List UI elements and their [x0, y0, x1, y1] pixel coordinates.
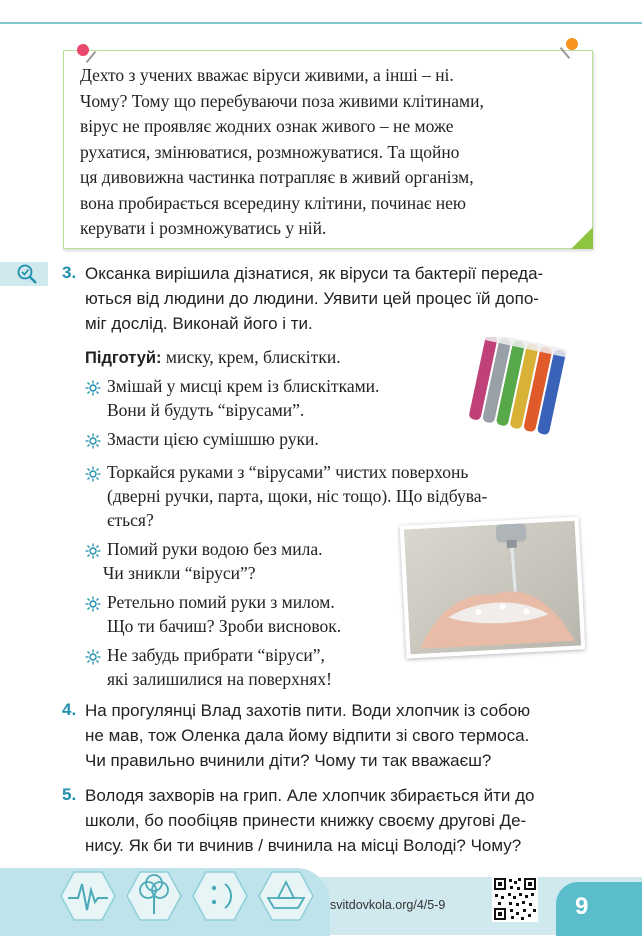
- step-line: Ретельно помий руки з милом.: [107, 592, 335, 612]
- task-5-text: [85, 783, 605, 858]
- step-line: які залишилися на поверхнях!: [107, 669, 332, 689]
- glitter-tubes-photo: [468, 337, 578, 437]
- task-5-line: школи, бо пообіцяв принести книжку своєму другові Де-: [85, 811, 527, 830]
- sun-bullet-icon: [85, 380, 101, 396]
- pin-icon-left: [77, 44, 89, 56]
- task-4-line: Чи правильно вчинили діти? Чому ти так вважаєш?: [85, 751, 492, 770]
- note-text: [80, 63, 585, 242]
- task-3-line: міг дослід. Виконай його і ти.: [85, 314, 313, 333]
- paper-boat-icon: [258, 868, 314, 924]
- step-line: ється?: [107, 510, 154, 530]
- note-line: ця дивовижна частинка потрапляє в живий організм,: [80, 167, 474, 187]
- step-line: Торкайся руками з “вірусами” чистих поверхонь: [107, 462, 469, 482]
- sun-bullet-icon: [85, 466, 101, 482]
- research-task-marker: [0, 262, 48, 286]
- sun-bullet-icon: [85, 543, 101, 559]
- task-4-line: На прогулянці Влад захотів пити. Води хлопчик із собою: [85, 701, 531, 720]
- step-line: Змішай у мисці крем із блискітками.: [107, 376, 380, 396]
- step-line: Чи зникли “віруси”?: [103, 563, 256, 583]
- heartbeat-icon: [60, 868, 116, 924]
- note-line: Чому? Тому що перебуваючи поза живими клітинами,: [80, 90, 484, 111]
- step-1: [107, 374, 379, 422]
- task-4-line: не мав, тож Оленка дала йому відпити зі свого термоса.: [85, 726, 530, 745]
- note-line: Дехто з учених вважає віруси живими, а інші – ні.: [80, 65, 454, 85]
- prepare-label: Підготуй:: [85, 349, 162, 367]
- step-line: Вони й будуть “вірусами”.: [107, 400, 305, 420]
- task-4-number: 4.: [62, 700, 77, 719]
- note-line: вона пробирається всередину клітини, починає нею: [80, 192, 466, 213]
- top-rule: [0, 22, 642, 24]
- task-3-line: ються від людини до людини. Уявити цей процес їй допо-: [85, 289, 539, 308]
- step-line: Помий руки водою без мила.: [107, 539, 323, 559]
- step-line: (дверні ручки, парта, щоки, ніс тощо). Що відбува-: [107, 486, 488, 506]
- magnifier-check-icon: [16, 263, 38, 285]
- sun-bullet-icon: [85, 596, 101, 612]
- step-2: [107, 427, 319, 451]
- note-line: рухатися, змінюватися, розмножуватися. Та щойно: [80, 141, 460, 162]
- sun-bullet-icon: [85, 649, 101, 665]
- step-line: Змасти цією сумішшю руки.: [107, 429, 319, 449]
- prepare-line: [85, 345, 341, 370]
- step-5: [107, 590, 341, 638]
- smile-icon: [192, 868, 248, 924]
- step-line: Що ти бачиш? Зроби висновок.: [107, 616, 342, 636]
- step-line: Не забудь прибрати “віруси”,: [107, 645, 325, 665]
- task-3-number: 3.: [62, 263, 77, 282]
- task-5-number: 5.: [62, 785, 77, 804]
- step-4: [103, 537, 323, 585]
- prepare-text: миску, крем, блискітки.: [161, 347, 341, 367]
- task-3-text: [85, 261, 605, 336]
- tree-icon: [126, 868, 182, 924]
- task-3-line: Оксанка вирішила дізнатися, як віруси та бактерії переда-: [85, 264, 544, 283]
- pin-icon-right: [566, 38, 578, 50]
- task-5-line: Володя захворів на грип. Але хлопчик збирається йти до: [85, 786, 535, 805]
- qr-code-icon[interactable]: [492, 876, 538, 922]
- step-6: [107, 643, 332, 691]
- page-number-box: [556, 882, 642, 936]
- footer-url-link[interactable]: svitdovkola.org/4/5-9: [330, 898, 446, 912]
- hands-washing-photo: [400, 516, 586, 658]
- hands-illustration: [404, 521, 581, 655]
- task-4-text: [85, 698, 605, 773]
- sun-bullet-icon: [85, 433, 101, 449]
- note-line: вірус не проявляє жодних ознак живого – не може: [80, 116, 454, 136]
- task-5-line: нису. Як би ти вчинив / вчинила на місці Володі? Чому?: [85, 836, 522, 855]
- page-number: 9: [575, 893, 589, 920]
- note-line: керувати і розмножуватись у ній.: [80, 218, 327, 238]
